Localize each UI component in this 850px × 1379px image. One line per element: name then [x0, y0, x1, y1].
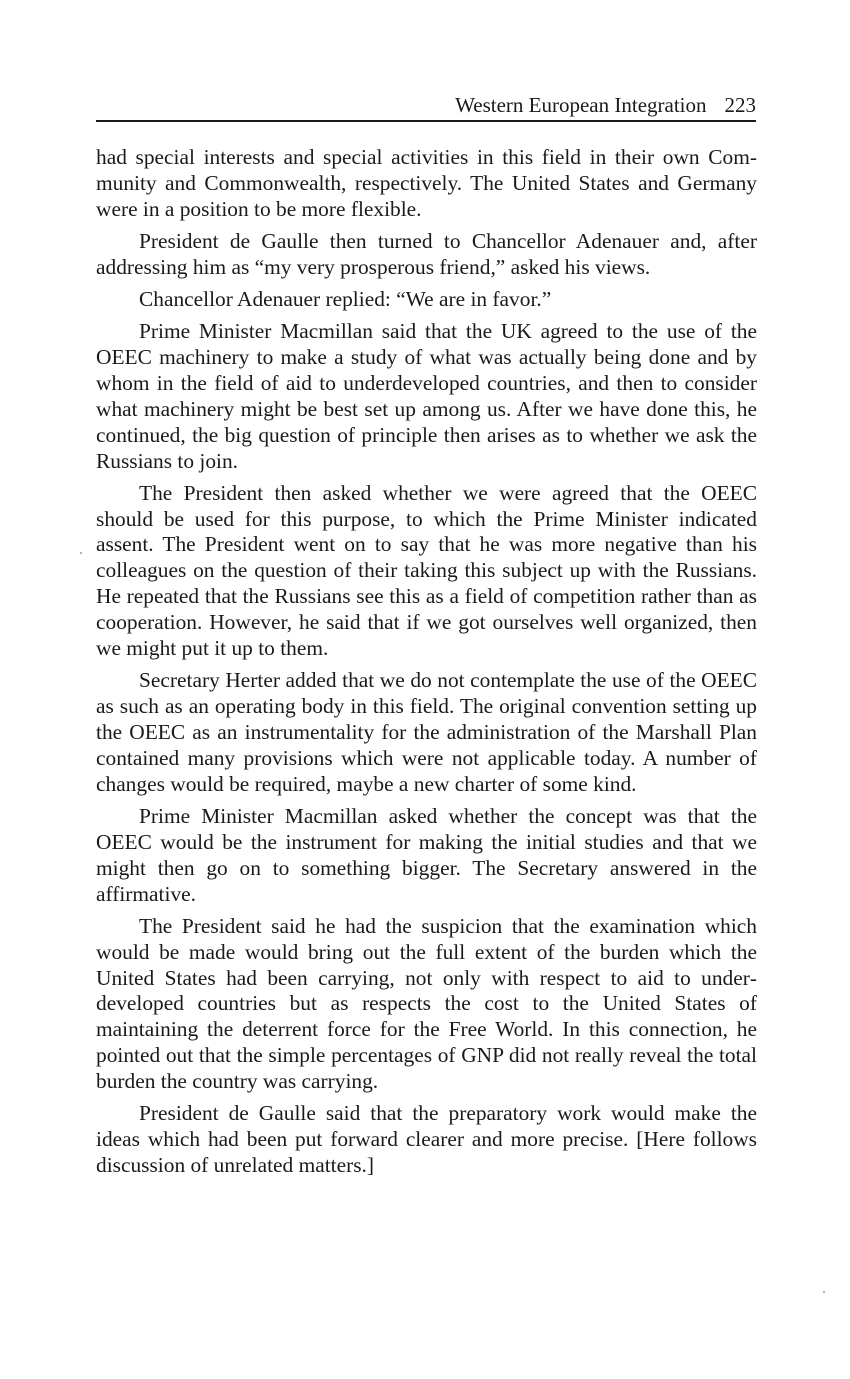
- running-title: Western European Integration: [455, 93, 707, 117]
- body-text: [96, 145, 757, 1185]
- paragraph: Chancellor Adenauer replied: “We are in favor.”: [139, 286, 552, 311]
- page-number: 223: [724, 93, 756, 117]
- paragraph: The President then asked whether we were agreed that the OEEC should be used for this purpose, to which the Prime Minister indicated assent. The President went on to say that he was more negative than his colleagues on the question of their taking this subject up with the Russians. He repeated that the Russians see this as a field of competition rather than as cooperation. However, he said that if we got ourselves well organized, then we might put it up to them.: [96, 480, 757, 661]
- running-header: [96, 92, 756, 122]
- paragraph: Secretary Herter added that we do not contemplate the use of the OEEC as such as an operating body in this field. The original convention setting up the OEEC as an instrumentality for the administration of the Marshall Plan contained many provisions which were not applicable today. A number of changes would be required, maybe a new charter of some kind.: [96, 668, 757, 796]
- scan-speck: [80, 552, 82, 554]
- paragraph: President de Gaulle then turned to Chancellor Adenauer and, after addressing him as “my very prosperous friend,” asked his views.: [96, 228, 757, 279]
- paragraph: The President said he had the suspicion that the examination which would be made would bring out the full extent of the burden which the United States had been carrying, not only with respect to aid to underdeveloped countries but as respects the cost to the United States of maintaining the deterrent force for the Free World. In this connection, he pointed out that the simple percentages of GNP did not really reveal the total burden the country was carrying.: [96, 913, 757, 1094]
- paragraph: President de Gaulle said that the preparatory work would make the ideas which had been put forward clearer and more precise. [Here follows discussion of unrelated matters.]: [96, 1101, 757, 1178]
- paragraph-continued: had special interests and special activities in this field in their own Community and Commonwealth, respectively. The United States and Germany were in a position to be more flexible.: [96, 145, 757, 221]
- paragraph: Prime Minister Macmillan asked whether the concept was that the OEEC would be the instrument for making the initial studies and that we might then go on to something bigger. The Secretary answered in the affirmative.: [96, 803, 757, 906]
- paragraph: Prime Minister Macmillan said that the UK agreed to the use of the OEEC machinery to make a study of what was actually being done and by whom in the field of aid to underdeveloped countries, and then to consider what machinery might be best set up among us. After we have done this, he continued, the big question of principle then arises as to whether we ask the Russians to join.: [96, 319, 757, 473]
- scan-speck: [823, 1291, 825, 1293]
